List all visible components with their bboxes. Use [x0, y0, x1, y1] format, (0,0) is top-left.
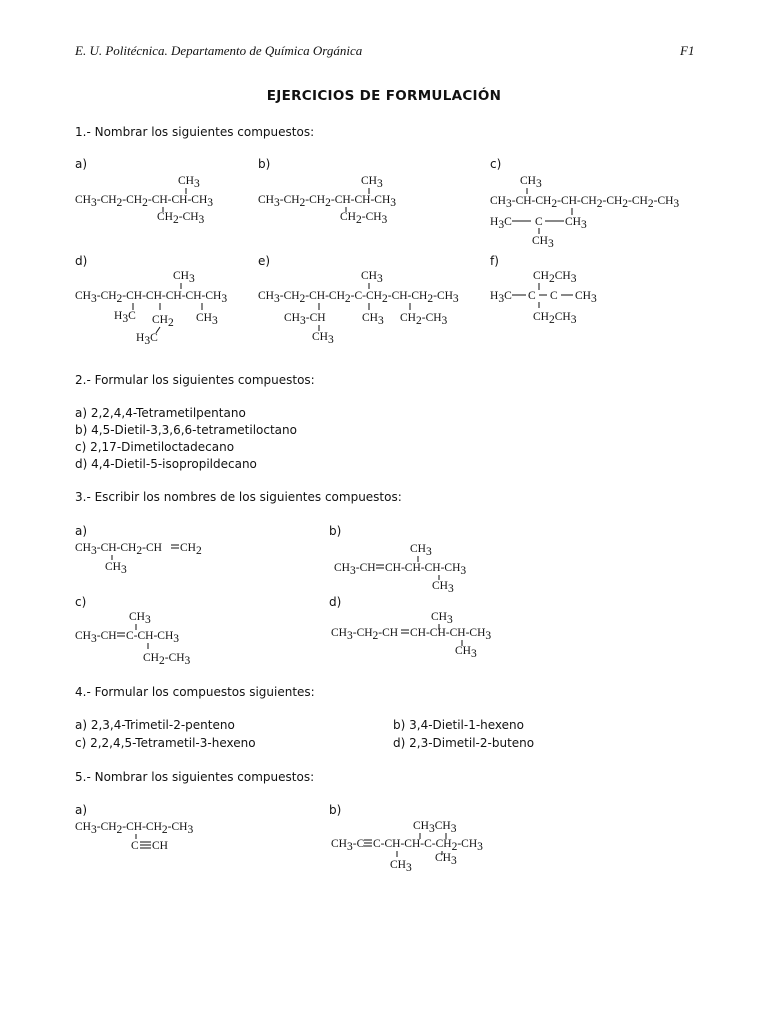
- svg-text:H3C: H3C: [490, 216, 512, 231]
- q5-structure-a: [75, 814, 215, 854]
- svg-text:CH3: CH3: [575, 290, 597, 305]
- svg-text:CH3: CH3: [196, 312, 218, 327]
- svg-text:CH3-CH2-CH: CH3-CH2-CH: [331, 627, 399, 642]
- svg-text:CH3-C: CH3-C: [331, 838, 365, 853]
- q5-label-a: a): [75, 803, 88, 817]
- q1-structure-c: [490, 170, 705, 250]
- svg-text:CH3-CH-CH2-CH: CH3-CH-CH2-CH: [75, 542, 162, 557]
- svg-text:CH3: CH3: [532, 235, 554, 250]
- svg-text:CH3-CH2-CH2-CH-CH-CH3: CH3-CH2-CH2-CH-CH-CH3: [75, 194, 214, 209]
- q3-label-a: a): [75, 524, 88, 538]
- q5-label-b: b): [329, 803, 342, 817]
- q1-structure-b: [258, 170, 418, 230]
- svg-text:CH-CH-CH-CH3: CH-CH-CH-CH3: [385, 562, 467, 577]
- svg-text:CH3-CH2-CH-CH2-C-CH2-CH-CH2-CH: CH3-CH2-CH-CH2-C-CH2-CH-CH2-CH3: [258, 290, 459, 305]
- q4-item: c) 2,2,4,5-Tetrametil-3-hexeno: [75, 736, 256, 750]
- q4-item: a) 2,3,4-Trimetil-2-penteno: [75, 718, 235, 732]
- q1-label-d: d): [75, 254, 88, 268]
- svg-text:CH3: CH3: [435, 852, 457, 867]
- svg-text:CH3-CH: CH3-CH: [334, 562, 376, 577]
- q1-label-a: a): [75, 157, 88, 171]
- svg-text:CH3-CH: CH3-CH: [75, 630, 117, 645]
- q3-label-d: d): [329, 595, 342, 609]
- svg-text:H3C: H3C: [114, 310, 136, 325]
- svg-text:H3C: H3C: [136, 332, 158, 347]
- q2-item: a) 2,2,4,4-Tetrametilpentano: [75, 406, 246, 420]
- svg-text:CH3: CH3: [361, 270, 383, 285]
- q4-item: d) 2,3-Dimetil-2-buteno: [393, 736, 535, 750]
- svg-text:CH3: CH3: [520, 175, 542, 190]
- svg-text:CH2-CH3: CH2-CH3: [400, 312, 448, 327]
- svg-text:CH3: CH3: [410, 543, 432, 558]
- q4-heading: 4.- Formular los compuestos siguientes:: [75, 685, 315, 699]
- svg-text:CH3CH3: CH3CH3: [413, 820, 457, 835]
- svg-text:CH3: CH3: [565, 216, 587, 231]
- q5-heading: 5.- Nombrar los siguientes compuestos:: [75, 770, 315, 784]
- header-page-code: F1: [680, 43, 695, 58]
- svg-text:C-CH-CH-C-CH2-CH3: C-CH-CH-C-CH2-CH3: [373, 838, 483, 853]
- q1-label-f: f): [490, 254, 499, 268]
- svg-text:CH2-CH3: CH2-CH3: [340, 211, 388, 226]
- q3-heading: 3.- Escribir los nombres de los siguientes compuestos:: [75, 490, 402, 504]
- q3-structure-b: [334, 538, 494, 593]
- q2-item: d) 4,4-Dietil-5-isopropildecano: [75, 457, 257, 471]
- q1-label-c: c): [490, 157, 502, 171]
- svg-text:CH2-CH3: CH2-CH3: [157, 211, 205, 226]
- q2-item: b) 4,5-Dietil-3,3,6,6-tetrametiloctano: [75, 423, 297, 437]
- q2-item: c) 2,17-Dimetiloctadecano: [75, 440, 235, 454]
- svg-text:CH2CH3: CH2CH3: [533, 270, 577, 285]
- svg-text:C: C: [131, 840, 139, 852]
- q1-label-e: e): [258, 254, 271, 268]
- q4-item: b) 3,4-Dietil-1-hexeno: [393, 718, 524, 732]
- svg-text:CH3-CH-CH2-CH-CH2-CH2-CH2-CH3: CH3-CH-CH2-CH-CH2-CH2-CH2-CH3: [490, 195, 680, 210]
- q3-structure-a: [75, 537, 225, 577]
- svg-text:CH3: CH3: [432, 580, 454, 595]
- svg-text:CH3: CH3: [361, 175, 383, 190]
- svg-text:C-CH-CH3: C-CH-CH3: [126, 630, 180, 645]
- q3-label-c: c): [75, 595, 87, 609]
- svg-text:CH3: CH3: [362, 312, 384, 327]
- svg-text:CH3: CH3: [390, 859, 412, 874]
- svg-text:CH3: CH3: [312, 331, 334, 346]
- q1-label-b: b): [258, 157, 271, 171]
- q3-structure-c: [75, 606, 210, 666]
- header-department: E. U. Politécnica. Departamento de Química Orgánica: [75, 43, 363, 58]
- page-title: EJERCICIOS DE FORMULACIÓN: [266, 88, 502, 104]
- svg-text:CH3: CH3: [173, 270, 195, 285]
- svg-text:CH3-CH2-CH-CH-CH-CH-CH3: CH3-CH2-CH-CH-CH-CH-CH3: [75, 290, 228, 305]
- svg-text:CH3: CH3: [431, 611, 453, 626]
- svg-text:C: C: [528, 290, 536, 302]
- svg-text:CH2: CH2: [152, 314, 174, 329]
- svg-text:CH3: CH3: [178, 175, 200, 190]
- svg-text:CH3: CH3: [455, 645, 477, 660]
- q3-structure-d: [331, 606, 511, 660]
- q1-structure-f: [490, 265, 610, 330]
- svg-text:CH2-CH3: CH2-CH3: [143, 652, 191, 667]
- svg-text:CH3-CH2-CH2-CH-CH-CH3: CH3-CH2-CH2-CH-CH-CH3: [258, 194, 397, 209]
- q1-structure-a: [75, 170, 235, 230]
- q1-structure-e: [258, 265, 483, 350]
- q3-label-b: b): [329, 524, 342, 538]
- svg-text:CH3-CH2-CH-CH2-CH3: CH3-CH2-CH-CH2-CH3: [75, 821, 194, 836]
- svg-text:CH: CH: [152, 840, 168, 852]
- q5-structure-b: [331, 815, 506, 875]
- q1-heading: 1.- Nombrar los siguientes compuestos:: [75, 125, 315, 139]
- q2-heading: 2.- Formular los siguientes compuestos:: [75, 373, 315, 387]
- svg-text:C: C: [535, 216, 543, 228]
- q1-structure-d: [75, 265, 250, 350]
- svg-text:CH3-CH: CH3-CH: [284, 312, 326, 327]
- svg-text:CH3: CH3: [129, 611, 151, 626]
- svg-text:CH3: CH3: [105, 561, 127, 576]
- svg-text:CH-CH-CH-CH3: CH-CH-CH-CH3: [410, 627, 492, 642]
- svg-text:CH2CH3: CH2CH3: [533, 311, 577, 326]
- svg-text:H3C: H3C: [490, 290, 512, 305]
- svg-text:CH2: CH2: [180, 542, 202, 557]
- svg-text:C: C: [550, 290, 558, 302]
